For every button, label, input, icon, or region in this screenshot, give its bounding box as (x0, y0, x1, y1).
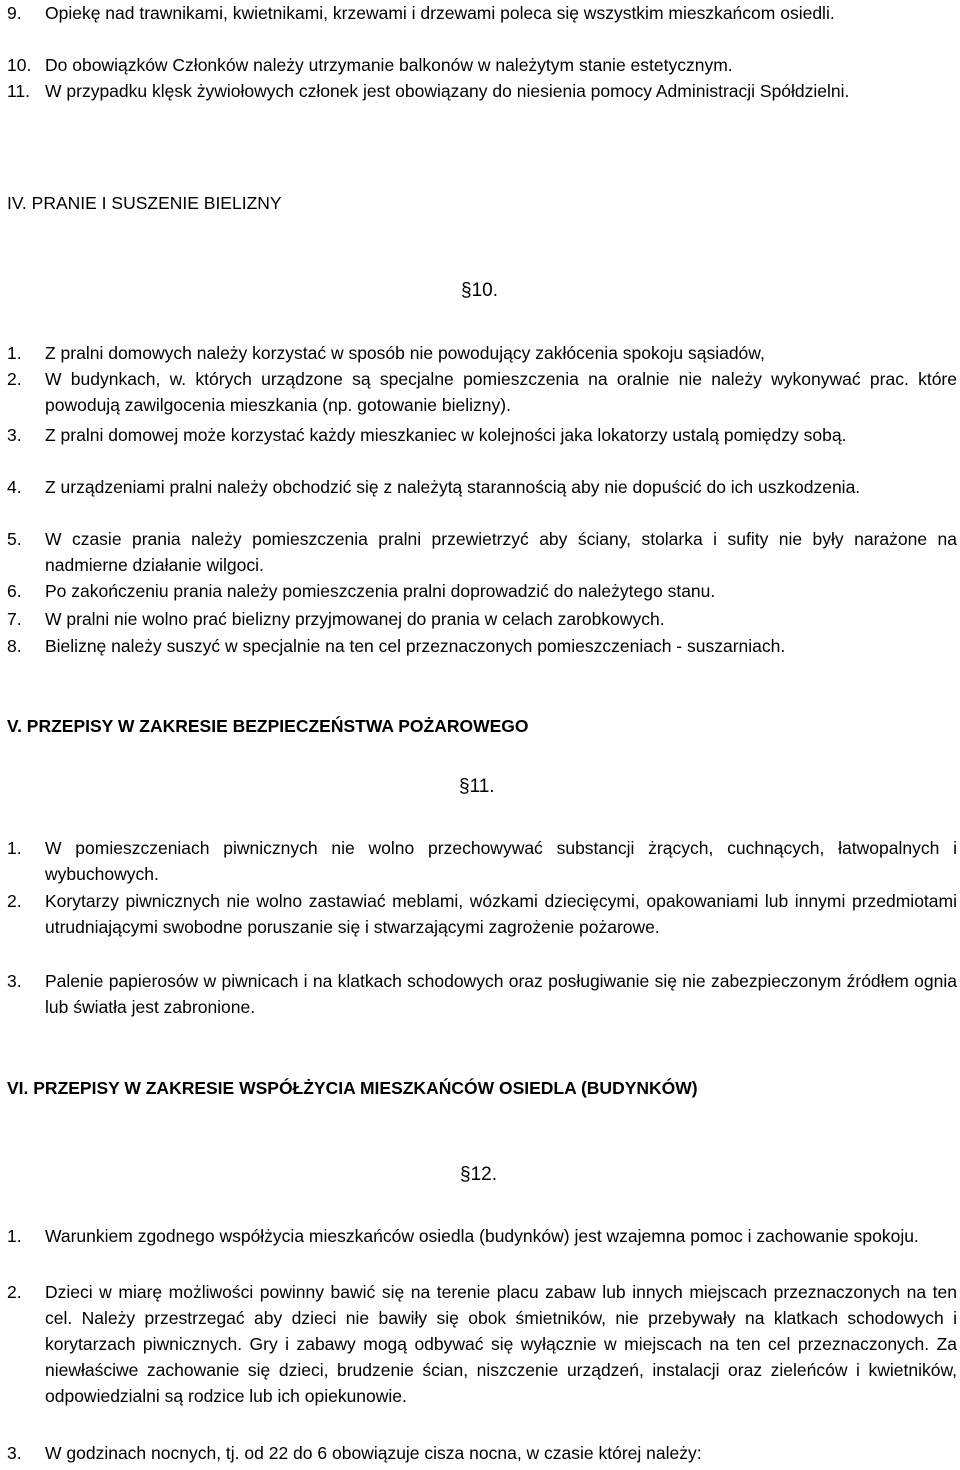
item-text: Bieliznę należy suszyć w specjalnie na ten cel przeznaczonych pomieszczeniach - suszarniach. (45, 636, 786, 656)
item-number: 4. (7, 477, 22, 497)
item-text: Korytarzy piwnicznych nie wolno zastawiać meblami, wózkami dziecięcymi, opakowaniami lub innymi przedmiotami utrudniającymi swobodne poruszanie się i stwarzającymi zagrożenie pożarowe. (45, 891, 957, 937)
section-heading: V. PRZEPISY W ZAKRESIE BEZPIECZEŃSTWA POŻAROWEGO (7, 716, 529, 736)
item-number: 11. (7, 81, 31, 101)
item-text: Palenie papierosów w piwnicach i na klatkach schodowych oraz posługiwanie się nie zabezpieczonym źródłem ognia lub światła jest zabronione. (45, 971, 957, 1017)
item-number: 2. (7, 369, 22, 389)
item-text: W godzinach nocnych, tj. od 22 do 6 obowiązuje cisza nocna, w czasie której należy: (45, 1443, 702, 1463)
item-number: 3. (7, 1443, 22, 1463)
item-number: 8. (7, 636, 22, 656)
item-number: 3. (7, 971, 22, 991)
item-number: 9. (7, 3, 22, 23)
item-text: Opiekę nad trawnikami, kwietnikami, krzewami i drzewami poleca się wszystkim mieszkańcom osiedli. (45, 3, 835, 23)
item-text: Z pralni domowych należy korzystać w sposób nie powodujący zakłócenia spokoju sąsiadów, (45, 343, 765, 363)
item-text: Z pralni domowej może korzystać każdy mieszkaniec w kolejności jaka lokatorzy ustalą pomiędzy sobą. (45, 425, 847, 445)
item-number: 1. (7, 1226, 22, 1246)
item-text: Po zakończeniu prania należy pomieszczenia pralni doprowadzić do należytego stanu. (45, 581, 716, 601)
item-number: 2. (7, 1282, 22, 1302)
item-number: 2. (7, 891, 22, 911)
paragraph-label: §12. (460, 1164, 497, 1185)
item-text: Dzieci w miarę możliwości powinny bawić się na terenie placu zabaw lub innych miejscach przeznaczonych na ten cel. Należy przestrzegać aby dzieci nie bawiły się obok śmietników, nie przebywały na klatkach schodowych i korytarzach piwnicznych. Gry i zabawy mogą odbywać się wyłącznie w miejscach na ten cel przeznaczonych. Za niewłaściwe zachowanie się dzieci, brudzenie ścian, niszczenie urządzeń, instalacji oraz zieleńców i kwietników, odpowiedzialni są rodzice lub ich opiekunowie. (45, 1282, 957, 1406)
item-number: 7. (7, 609, 22, 629)
item-text: W pralni nie wolno prać bielizny przyjmowanej do prania w celach zarobkowych. (45, 609, 665, 629)
item-text: W przypadku klęsk żywiołowych członek jest obowiązany do niesienia pomocy Administracji Spółdzielni. (45, 81, 850, 101)
paragraph-label: §11. (459, 776, 495, 797)
item-text: Z urządzeniami pralni należy obchodzić się z należytą starannością aby nie dopuścić do ich uszkodzenia. (45, 477, 861, 497)
item-number: 1. (7, 838, 22, 858)
item-text: W budynkach, w. których urządzone są specjalne pomieszczenia na oralnie nie należy wykonywać prac. które powodują zawilgocenia mieszkania (np. gotowanie bielizny). (45, 369, 957, 415)
item-number: 3. (7, 425, 22, 445)
item-number: 6. (7, 581, 22, 601)
item-number: 10. (7, 55, 32, 75)
paragraph-label: §10. (461, 280, 498, 301)
section-heading: VI. PRZEPISY W ZAKRESIE WSPÓŁŻYCIA MIESZKAŃCÓW OSIEDLA (BUDYNKÓW) (7, 1078, 698, 1098)
item-text: Warunkiem zgodnego współżycia mieszkańców osiedla (budynków) jest wzajemna pomoc i zachowanie spokoju. (45, 1226, 919, 1246)
item-text: W pomieszczeniach piwnicznych nie wolno przechowywać substancji żrących, cuchnących, łatwopalnych i wybuchowych. (45, 838, 957, 884)
item-text: Do obowiązków Członków należy utrzymanie balkonów w należytym stanie estetycznym. (45, 55, 733, 75)
item-number: 1. (7, 343, 22, 363)
section-heading: IV. PRANIE I SUSZENIE BIELIZNY (7, 193, 282, 213)
item-number: 5. (7, 529, 22, 549)
item-text: W czasie prania należy pomieszczenia pralni przewietrzyć aby ściany, stolarka i sufity nie były narażone na nadmierne działanie wilgoci. (45, 529, 957, 575)
